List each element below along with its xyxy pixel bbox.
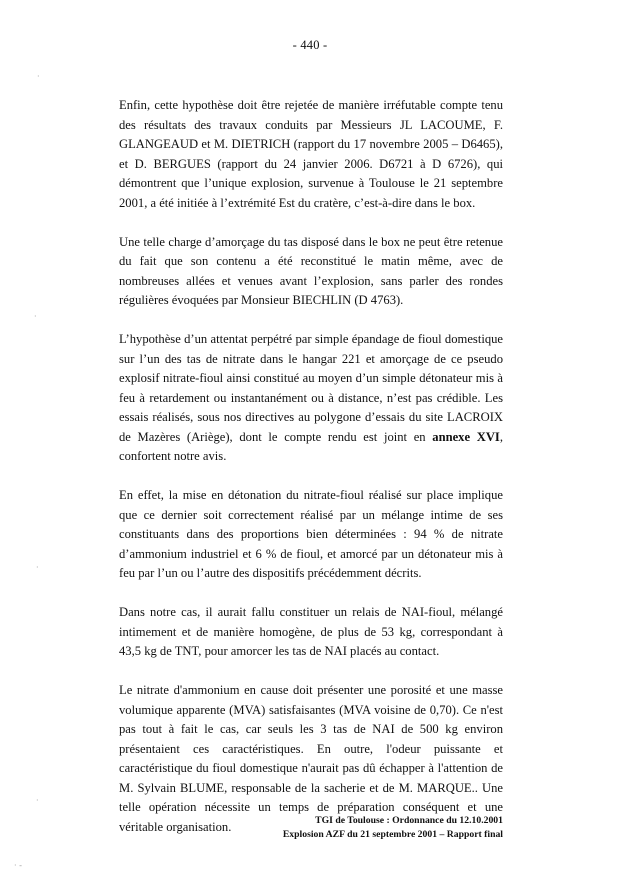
footer-court-line: TGI de Toulouse : Ordonnance du 12.10.2001 <box>315 815 503 826</box>
paragraph-text: En effet, la mise en détonation du nitrate-fioul réalisé sur place implique que ce dernier soit correctement réalisé par un mélange intime de ses constituants dans des proportions bien déterminées : 94 % de nitrate d’ammonium industriel et 6 % de fioul, et amorcé par un détonateur mis à feu par l’un ou l’autre des dispositifs précédemment décrits. <box>119 488 503 580</box>
bold-text: annexe XVI <box>432 429 500 444</box>
footer-report-line: Explosion AZF du 21 septembre 2001 – Rapport final <box>282 829 503 840</box>
document-body <box>119 96 503 857</box>
paragraph-text: Enfin, cette hypothèse doit être rejetée de manière irréfutable compte tenu des résultats des travaux conduits par Messieurs JL LACOUME, F. GLANGEAUD et M. DIETRICH (rapport du 17 novembre 2005 – D6465), et D. BERGUES (rapport du 24 janvier 2006. D6721 à D 6726), qui démontrent que l’unique explosion, survenue à Toulouse le 21 septembre 2001, a été initiée à l’extrémité Est du cratère, c’est-à-dire dans le box. <box>119 98 503 210</box>
page-footer <box>260 814 503 842</box>
paragraph <box>119 486 503 584</box>
paragraph <box>119 330 503 467</box>
paragraph <box>119 233 503 311</box>
paragraph-text: Dans notre cas, il aurait fallu constituer un relais de NAI-fioul, mélangé intimement et de manière homogène, de plus de 53 kg, correspondant à 43,5 kg de TNT, pour amorcer les tas de NAI placés au contact. <box>119 605 503 658</box>
scan-speck: · <box>36 796 39 805</box>
scan-speck: · <box>34 312 37 321</box>
paragraph <box>119 96 503 213</box>
paragraph-text: Le nitrate d'ammonium en cause doit présenter une porosité et une masse volumique apparente (MVA) satisfaisantes (MVA voisine de 0,70). Ce n'est pas tout à fait le cas, car seuls les 3 tas de NAI de 500 kg environ présentaient ces caractéristiques. En outre, l'odeur puissante et caractéristique du fioul domestique n'aurait pas dû échapper à l'attention de M. Sylvain BLUME, responsable de la sacherie et de M. MARQUE.. Une telle opération nécessite un temps de préparation conséquent et une véritable organisation. <box>119 683 503 834</box>
paragraph-text: L’hypothèse d’un attentat perpétré par simple épandage de fioul domestique sur l’un des tas de nitrate dans le hangar 221 et amorçage de ce pseudo explosif nitrate-fioul ainsi constitué au moyen d’un simple détonateur mis à feu à retardement ou instantanément ou à distance, n’est pas crédible. Les essais réalisés, sous nos directives au polygone d’essais du site LACROIX de Mazères (Ariège), dont le compte rendu est joint en <box>119 332 503 444</box>
scan-speck: · <box>37 72 40 81</box>
scan-speck: · <box>36 563 39 572</box>
paragraph-text: , confortent notre avis. <box>119 429 503 463</box>
scan-speck: · - <box>14 861 22 870</box>
paragraph <box>119 603 503 662</box>
paragraph-text: Une telle charge d’amorçage du tas disposé dans le box ne peut être retenue du fait que son contenu a été reconstitué le matin même, avec de nombreuses allées et venues avant l’explosion, sans parler des rondes régulières évoquées par Monsieur BIECHLIN (D 4763). <box>119 234 503 307</box>
page-number: - 440 - <box>292 38 328 52</box>
